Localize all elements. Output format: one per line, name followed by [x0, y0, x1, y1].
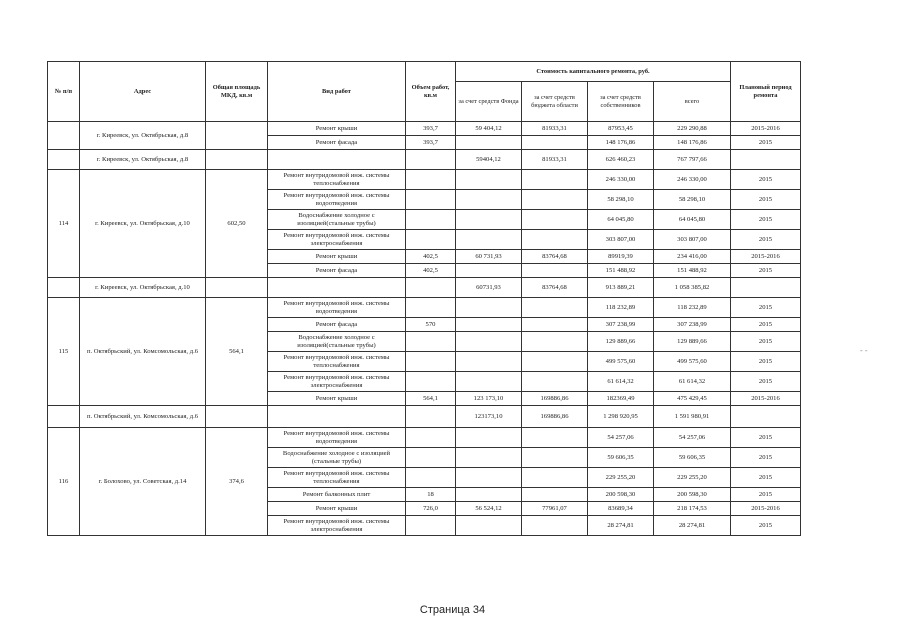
fund-cell: 59 404,12: [456, 122, 522, 136]
regional-cell: 81933,31: [522, 122, 588, 136]
fund-cell: [456, 372, 522, 392]
regional-cell: [522, 318, 588, 332]
table-row: [48, 428, 801, 448]
area-cell: 374,6: [206, 428, 268, 536]
fund-cell: [456, 264, 522, 278]
owners-cell: 58 298,10: [588, 190, 654, 210]
owners-cell: 87953,45: [588, 122, 654, 136]
work-cell: Ремонт внутридомовой инж. системы электроснабжения: [268, 516, 406, 536]
total-cell: 499 575,60: [654, 352, 731, 372]
regional-cell: [522, 352, 588, 372]
area-cell: [206, 406, 268, 428]
owners-cell: 59 606,35: [588, 448, 654, 468]
table-row: [48, 122, 801, 136]
volume-cell: [406, 150, 456, 170]
period-cell: 2015: [731, 428, 801, 448]
subtotal-label: п. Октябрьский, ул. Комсомольская, д.6: [80, 406, 206, 428]
owners-cell: 913 889,21: [588, 278, 654, 298]
owners-cell: 129 889,66: [588, 332, 654, 352]
subtotal-label: г. Киреевск, ул. Октябрьская, д.8: [80, 150, 206, 170]
fund-cell: [456, 190, 522, 210]
volume-cell: [406, 468, 456, 488]
owners-cell: 151 488,92: [588, 264, 654, 278]
work-cell: Ремонт фасада: [268, 264, 406, 278]
regional-cell: [522, 488, 588, 502]
header-num: № п/п: [48, 62, 80, 122]
regional-cell: [522, 428, 588, 448]
page-footer: Страница 34: [419, 604, 486, 616]
regional-cell: 83764,68: [522, 278, 588, 298]
volume-cell: [406, 170, 456, 190]
work-cell: Водоснабжение холодное с изоляцией(стальные трубы): [268, 332, 406, 352]
regional-cell: 83764,68: [522, 250, 588, 264]
period-cell: 2015: [731, 318, 801, 332]
fund-cell: 123173,10: [456, 406, 522, 428]
fund-cell: [456, 170, 522, 190]
fund-cell: 60731,93: [456, 278, 522, 298]
owners-cell: 61 614,32: [588, 372, 654, 392]
total-cell: 118 232,89: [654, 298, 731, 318]
total-cell: 1 058 385,82: [654, 278, 731, 298]
owners-cell: 246 330,00: [588, 170, 654, 190]
row-num: 114: [48, 170, 80, 278]
row-num: 116: [48, 428, 80, 536]
volume-cell: [406, 406, 456, 428]
total-cell: 229 255,20: [654, 468, 731, 488]
period-cell: 2015: [731, 264, 801, 278]
owners-cell: 54 257,06: [588, 428, 654, 448]
volume-cell: [406, 210, 456, 230]
regional-cell: 77961,07: [522, 502, 588, 516]
work-cell: [268, 150, 406, 170]
fund-cell: [456, 352, 522, 372]
work-cell: Ремонт внутридомовой инж. системы электроснабжения: [268, 230, 406, 250]
period-cell: 2015: [731, 230, 801, 250]
volume-cell: [406, 278, 456, 298]
fund-cell: 123 173,10: [456, 392, 522, 406]
regional-cell: [522, 468, 588, 488]
total-cell: 28 274,81: [654, 516, 731, 536]
address-cell: п. Октябрьский, ул. Комсомольская, д.6: [80, 298, 206, 406]
address-cell: г. Киреевск, ул. Октябрьская, д.10: [80, 170, 206, 278]
period-cell: 2015: [731, 488, 801, 502]
total-cell: 475 429,45: [654, 392, 731, 406]
header-total: всего: [654, 82, 731, 122]
period-cell: 2015: [731, 468, 801, 488]
work-cell: Ремонт фасада: [268, 136, 406, 150]
subtotal-row: [48, 406, 801, 428]
row-num: 115: [48, 298, 80, 406]
table-row: [48, 170, 801, 190]
area-cell: [206, 122, 268, 150]
fund-cell: [456, 318, 522, 332]
work-cell: Ремонт внутридомовой инж. системы электроснабжения: [268, 372, 406, 392]
address-cell: г. Болохово, ул. Советская, д.14: [80, 428, 206, 536]
regional-cell: [522, 332, 588, 352]
total-cell: 767 797,66: [654, 150, 731, 170]
total-cell: 61 614,32: [654, 372, 731, 392]
row-num: [48, 122, 80, 150]
fund-cell: 59404,12: [456, 150, 522, 170]
fund-cell: [456, 428, 522, 448]
total-cell: 148 176,86: [654, 136, 731, 150]
row-num: [48, 150, 80, 170]
work-cell: Ремонт внутридомовой инж. системы теплоснабжения: [268, 170, 406, 190]
area-cell: 602,50: [206, 170, 268, 278]
owners-cell: 148 176,86: [588, 136, 654, 150]
owners-cell: 28 274,81: [588, 516, 654, 536]
fund-cell: [456, 488, 522, 502]
total-cell: 59 606,35: [654, 448, 731, 468]
address-cell: г. Киреевск, ул. Октябрьская, д.8: [80, 122, 206, 150]
regional-cell: [522, 516, 588, 536]
total-cell: 64 045,80: [654, 210, 731, 230]
work-cell: Ремонт крыши: [268, 250, 406, 264]
regional-cell: 81933,31: [522, 150, 588, 170]
subtotal-row: [48, 150, 801, 170]
owners-cell: 307 238,99: [588, 318, 654, 332]
volume-cell: [406, 352, 456, 372]
volume-cell: [406, 298, 456, 318]
period-cell: 2015: [731, 170, 801, 190]
regional-cell: 169886,86: [522, 392, 588, 406]
regional-cell: [522, 210, 588, 230]
owners-cell: 83689,34: [588, 502, 654, 516]
work-cell: Ремонт фасада: [268, 318, 406, 332]
work-cell: Ремонт внутридомовой инж. системы водоотведения: [268, 190, 406, 210]
owners-cell: 499 575,60: [588, 352, 654, 372]
period-cell: 2015-2016: [731, 502, 801, 516]
period-cell: 2015: [731, 190, 801, 210]
period-cell: 2015-2016: [731, 392, 801, 406]
regional-cell: 169886,86: [522, 406, 588, 428]
work-cell: Ремонт внутридомовой инж. системы водоотведения: [268, 428, 406, 448]
volume-cell: 570: [406, 318, 456, 332]
volume-cell: 18: [406, 488, 456, 502]
regional-cell: [522, 136, 588, 150]
work-cell: Водоснабжение холодное с изоляцией (стальные трубы): [268, 448, 406, 468]
period-cell: 2015: [731, 298, 801, 318]
period-cell: 2015-2016: [731, 122, 801, 136]
total-cell: 229 290,88: [654, 122, 731, 136]
total-cell: 200 598,30: [654, 488, 731, 502]
repair-cost-table: [47, 61, 801, 536]
period-cell: [731, 150, 801, 170]
header-period: Плановый период ремонта: [731, 62, 801, 122]
area-cell: [206, 278, 268, 298]
period-cell: [731, 278, 801, 298]
volume-cell: 726,0: [406, 502, 456, 516]
period-cell: 2015: [731, 372, 801, 392]
owners-cell: 303 807,00: [588, 230, 654, 250]
work-cell: Ремонт крыши: [268, 502, 406, 516]
volume-cell: [406, 230, 456, 250]
volume-cell: 564,1: [406, 392, 456, 406]
total-cell: 246 330,00: [654, 170, 731, 190]
period-cell: [731, 406, 801, 428]
volume-cell: [406, 428, 456, 448]
regional-cell: [522, 448, 588, 468]
total-cell: 218 174,53: [654, 502, 731, 516]
work-cell: [268, 278, 406, 298]
subtotal-row: [48, 278, 801, 298]
regional-cell: [522, 264, 588, 278]
fund-cell: [456, 332, 522, 352]
header-cost-group: Стоимость капитального ремонта, руб.: [456, 62, 731, 82]
fund-cell: [456, 210, 522, 230]
owners-cell: 229 255,20: [588, 468, 654, 488]
scan-mark: - -: [860, 346, 868, 355]
total-cell: 129 889,66: [654, 332, 731, 352]
fund-cell: 60 731,93: [456, 250, 522, 264]
volume-cell: [406, 372, 456, 392]
total-cell: 307 238,99: [654, 318, 731, 332]
fund-cell: [456, 230, 522, 250]
period-cell: 2015-2016: [731, 250, 801, 264]
period-cell: 2015: [731, 136, 801, 150]
work-cell: Ремонт внутридомовой инж. системы теплоснабжения: [268, 352, 406, 372]
fund-cell: [456, 448, 522, 468]
regional-cell: [522, 298, 588, 318]
total-cell: 234 416,00: [654, 250, 731, 264]
period-cell: 2015: [731, 332, 801, 352]
volume-cell: [406, 190, 456, 210]
header-owners: за счет средств собственников: [588, 82, 654, 122]
regional-cell: [522, 230, 588, 250]
period-cell: 2015: [731, 352, 801, 372]
work-cell: Ремонт крыши: [268, 392, 406, 406]
work-cell: [268, 406, 406, 428]
owners-cell: 626 460,23: [588, 150, 654, 170]
subtotal-label: г. Киреевск, ул. Октябрьская, д.10: [80, 278, 206, 298]
header-volume: Объем работ, кв.м: [406, 62, 456, 122]
volume-cell: 402,5: [406, 264, 456, 278]
owners-cell: 182369,49: [588, 392, 654, 406]
header-work-type: Вид работ: [268, 62, 406, 122]
area-cell: [206, 150, 268, 170]
owners-cell: 1 298 920,95: [588, 406, 654, 428]
work-cell: Ремонт внутридомовой инж. системы теплоснабжения: [268, 468, 406, 488]
volume-cell: 402,5: [406, 250, 456, 264]
fund-cell: [456, 136, 522, 150]
fund-cell: 56 524,12: [456, 502, 522, 516]
header-fund: за счет средств Фонда: [456, 82, 522, 122]
row-num: [48, 406, 80, 428]
regional-cell: [522, 170, 588, 190]
table-row: [48, 298, 801, 318]
period-cell: 2015: [731, 516, 801, 536]
header-area: Общая площадь МКД, кв.м: [206, 62, 268, 122]
work-cell: Водоснабжение холодное с изоляцией(стальные трубы): [268, 210, 406, 230]
total-cell: 54 257,06: [654, 428, 731, 448]
regional-cell: [522, 372, 588, 392]
owners-cell: 64 045,80: [588, 210, 654, 230]
fund-cell: [456, 516, 522, 536]
work-cell: Ремонт балконных плит: [268, 488, 406, 502]
volume-cell: [406, 448, 456, 468]
total-cell: 58 298,10: [654, 190, 731, 210]
table-body: [48, 122, 801, 536]
owners-cell: 118 232,89: [588, 298, 654, 318]
total-cell: 151 488,92: [654, 264, 731, 278]
header-address: Адрес: [80, 62, 206, 122]
header-regional: за счет средств бюджета области: [522, 82, 588, 122]
work-cell: Ремонт внутридомовой инж. системы водоотведения: [268, 298, 406, 318]
row-num: [48, 278, 80, 298]
owners-cell: 89919,39: [588, 250, 654, 264]
total-cell: 303 807,00: [654, 230, 731, 250]
owners-cell: 200 598,30: [588, 488, 654, 502]
area-cell: 564,1: [206, 298, 268, 406]
fund-cell: [456, 468, 522, 488]
volume-cell: [406, 332, 456, 352]
regional-cell: [522, 190, 588, 210]
volume-cell: [406, 516, 456, 536]
period-cell: 2015: [731, 448, 801, 468]
period-cell: 2015: [731, 210, 801, 230]
total-cell: 1 591 980,91: [654, 406, 731, 428]
fund-cell: [456, 298, 522, 318]
work-cell: Ремонт крыши: [268, 122, 406, 136]
volume-cell: 393,7: [406, 122, 456, 136]
volume-cell: 393,7: [406, 136, 456, 150]
